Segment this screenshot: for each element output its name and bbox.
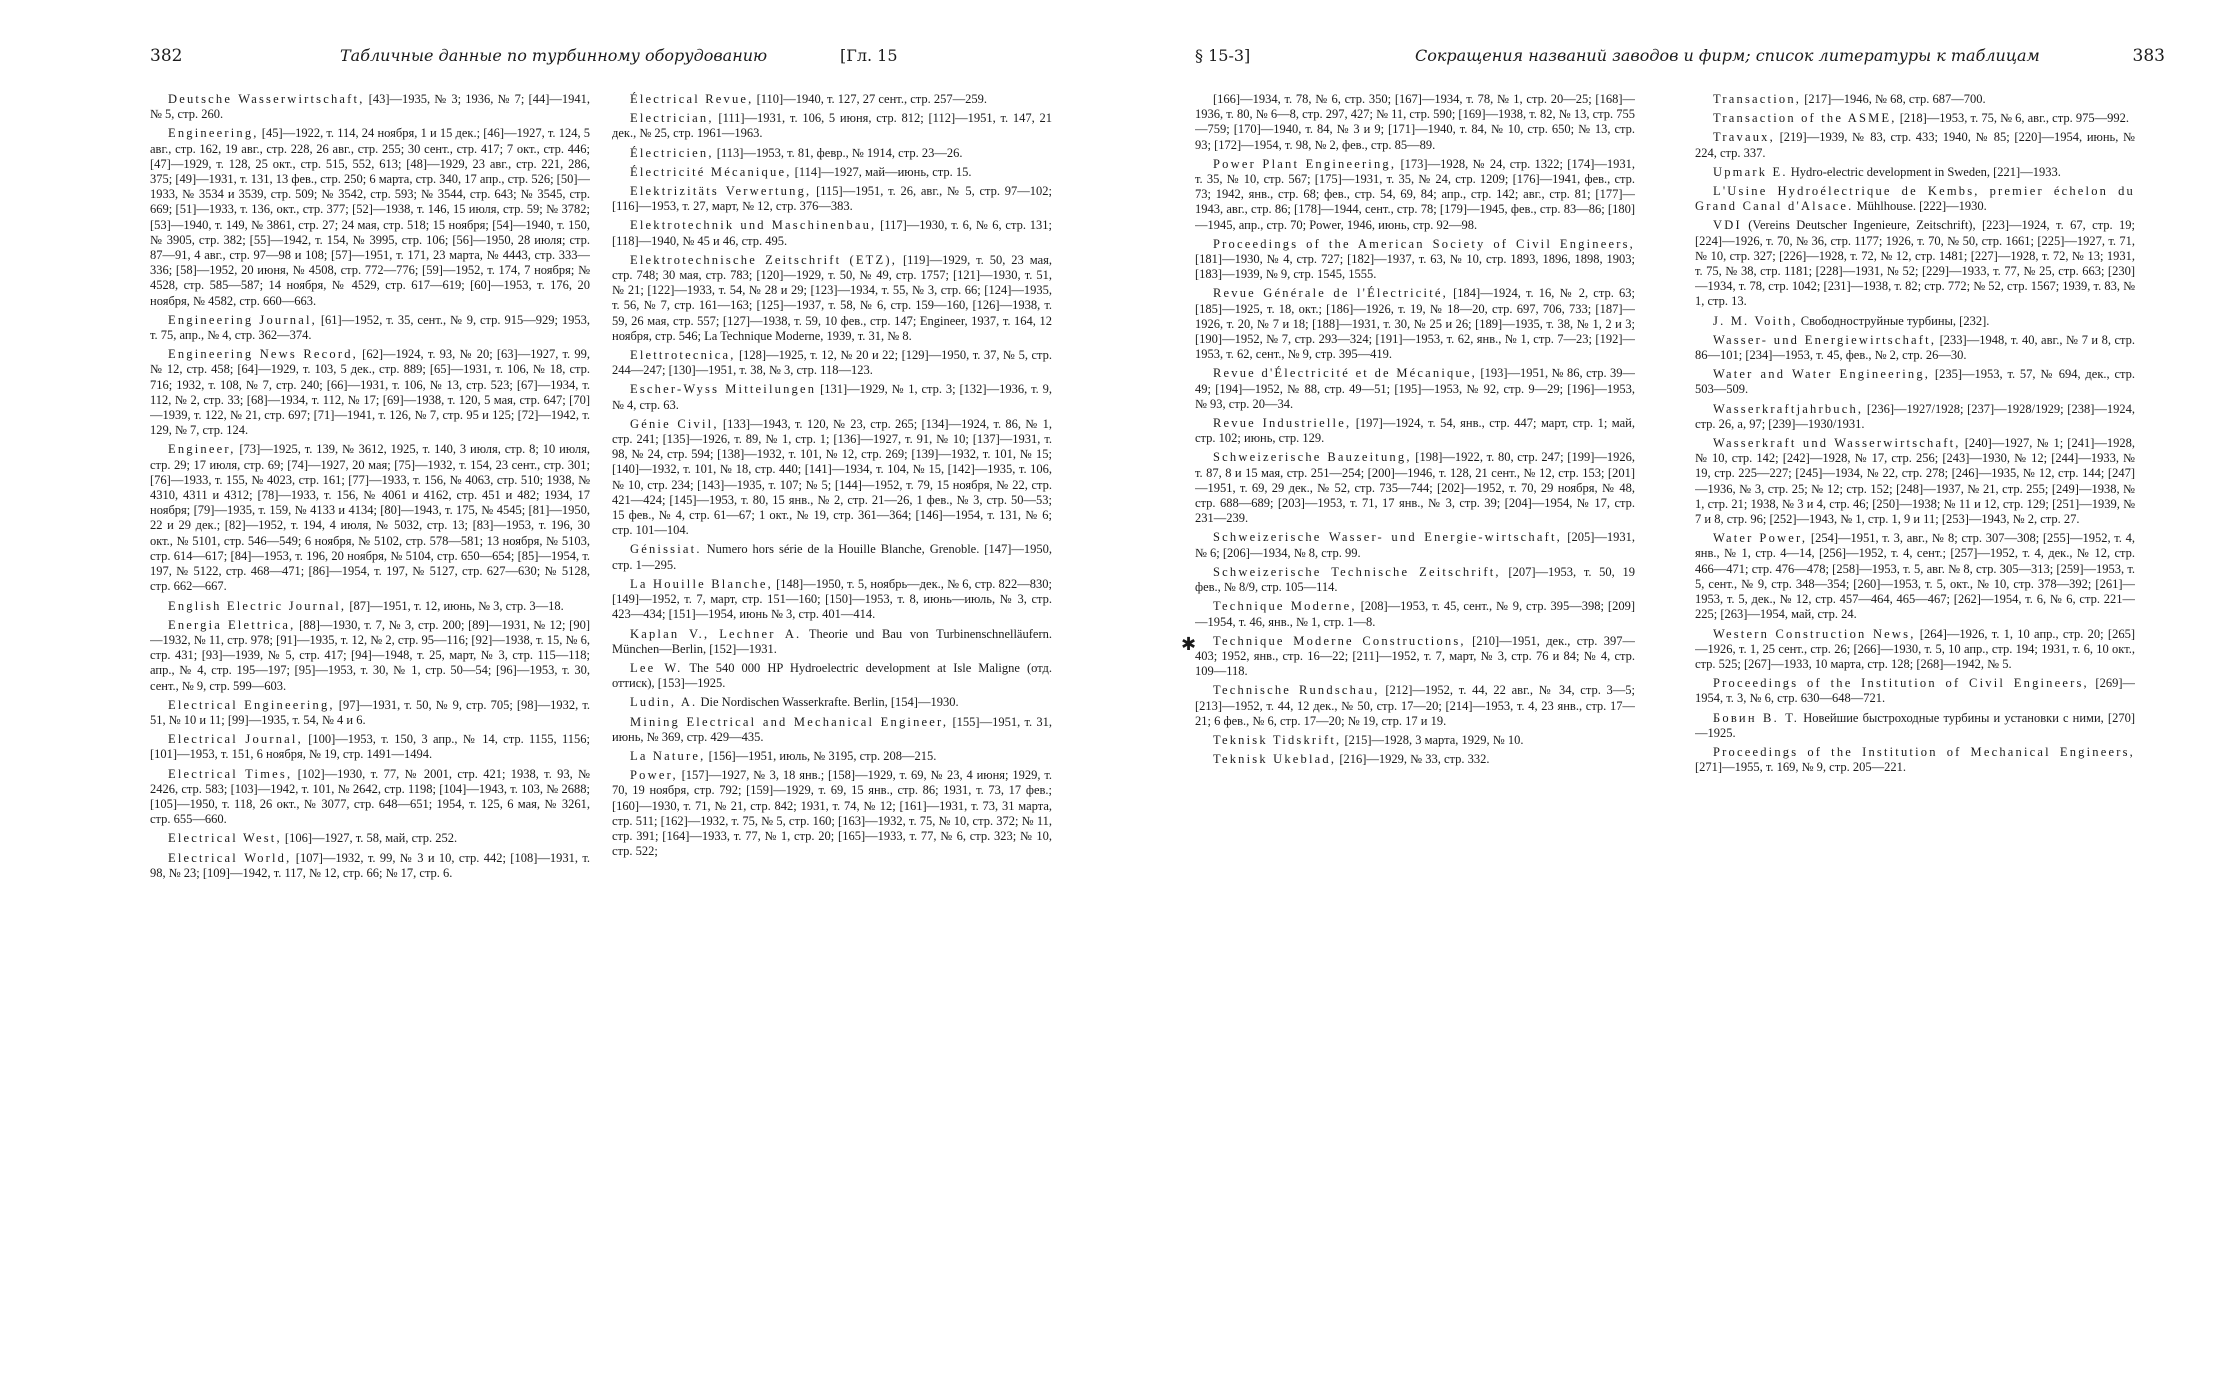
entry-details: [197]—1924, т. 54, янв., стр. 447; март, стр. 1; май, стр. 102; июнь, стр. 129.: [1195, 416, 1635, 446]
bibliography-entry: [612, 542, 1052, 572]
bibliography-entry: [1695, 676, 2135, 706]
entry-details: [119]—1929, т. 50, 23 мая, стр. 748; 30 мая, стр. 783; [120]—1929, т. 50, № 49, стр. 1757; [121]—1930, т. 51, № 21; [122]—1933, т. 54, № 28 и 29; [123]—1934, т. 55, № 3, стр. 66; [124]—1935, т. 56, № 7, стр. 161—163; [125]—1937, т. 58, № 6, стр. 159—160, [126]—1938, т. 59, 26 мая, стр. 557; [127]—1938, т. 59, 10 фев., стр. 147; Engineer, 1937, т. 164, 12 ноября, стр. 546; La Technique Moderne, 1939, т. 31, № 8.: [612, 252, 1052, 343]
entry-details: [133]—1943, т. 120, № 23, стр. 265; [134]—1924, т. 86, № 1, стр. 241; [135]—1926, т. 89, № 1, стр. 1; [136]—1927, т. 91, № 10; [137]—1931, т. 98, № 24, стр. 594; [138]—1932, т. 101, № 12, стр. 269; [139]—1932, т. 101, № 15; [140]—1932, т. 101, № 18, стр. 440; [141]—1934, т. 104, № 15, [142]—1935, т. 106, № 10, стр. 234; [143]—1935, т. 107; № 5; [144]—1952, т. 79, 15 ноября, № 22, стр. 421—424; [145]—1953, т. 80, 15 янв., № 2, стр. 21—26, 1 фев., № 3, стр. 50—53; 15 фев., № 4, стр. 61—67; 1 окт., № 19, стр. 361—364; [146]—1954, т. 131, № 6; стр. 101—104.: [612, 416, 1052, 538]
bibliography-entry: [150, 698, 590, 728]
source-title: L'Usine Hydroélectrique de Kembs, premier échelon du Grand Canal d'Alsace.: [1695, 184, 2135, 214]
source-title: Engineer,: [168, 442, 236, 457]
entry-details: Theorie und Bau von Turbinenschnelläufern. München—Berlin, [152]—1931.: [612, 626, 1052, 656]
bibliography-entry: [612, 218, 1052, 248]
entry-details: [156]—1951, июль, № 3195, стр. 208—215.: [705, 748, 937, 763]
source-title: Transaction,: [1713, 92, 1802, 106]
source-title: Wasserkraft und Wasserwirtschaft,: [1713, 436, 1961, 451]
bibliography-entry: [1695, 436, 2135, 527]
bibliography-entry: [612, 695, 1052, 710]
source-title: Energia Elettrica,: [168, 617, 296, 632]
bibliography-entry: [612, 749, 1052, 764]
entry-details: [131]—1929, № 1, стр. 3; [132]—1936, т. 9, № 4, стр. 63.: [612, 382, 1052, 412]
entry-details: [240]—1927, № 1; [241]—1928, № 10, стр. 142; [242]—1928, № 17, стр. 256; [243]—1930, № 12; [244]—1933, № 19, стр. 225—227; [245]—1934, № 22, стр. 278; [246]—1935, № 12, стр. 144; [247]—1936, № 3, стр. 25; № 12; стр. 152; [248]—1937, № 21, стр. 255; [249]—1938, № 1, стр. 21; 1938, № 3 и 4, стр. 46; [250]—1938; № 11 и 12, стр. 129; [251]—1939, № 7 и 8, стр. 96; [252]—1943, № 1, стр. 1, 9 и 11; [253]—1943, № 2, стр. 27.: [1695, 436, 2135, 527]
source-title: Engineering,: [168, 126, 259, 141]
bibliography-entry: [1195, 599, 1635, 629]
entry-details: [45]—1922, т. 114, 24 ноября, 1 и 15 дек.; [46]—1927, т. 124, 5 авг., стр. 162, 19 авг., стр. 228, 26 авг., стр. 255; 30 сент., стр. 417; 7 окт., стр. 446; [47]—1929, т. 128, 25 окт., стр. 515, 552, 613; [48]—1929, 23 авг., стр. 221, 286, 375; [49]—1931, т. 131, 13 фев., стр. 250; 6 марта, стр. 340, 17 апр., стр. 526; [50]—1933, № 3534 и 3539, стр. 509; № 3542, стр. 593; № 3544, стр. 643; № 3545, стр. 669; [51]—1933, т. 136, окт., стр. 377; [52]—1938, т. 146, 15 июля, стр. 59; № 3782; [53]—1940, т. 149, № 3861, стр. 27; 24 мая, стр. 518; 15 ноября; [54]—1940, т. 150, № 3905, стр. 382; [55]—1942, т. 154, № 3995, стр. 106; [56]—1950, 28 июля; стр. 87—91, 4 авг., стр. 97—98 и 108; [57]—1951, т. 171, 23 марта, № 4443, стр. 333—336; [58]—1952, 20 июня, № 4508, стр. 772—776; [59]—1952, т. 174, 7 ноября; № 4528, стр. 585—587; 14 ноября, № 4529, стр. 617—619; [60]—1953, т. 176, 20 ноября, № 4582, стр. 660—663.: [150, 126, 590, 308]
entry-details: [110]—1940, т. 127, 27 сент., стр. 257—259.: [753, 92, 987, 106]
source-title: Génissiat.: [630, 542, 702, 557]
entry-details: Hydro-electric development in Sweden, [221]—1933.: [1787, 164, 2061, 179]
bibliography-entry: [1695, 711, 2135, 741]
bibliography-entry: [1695, 92, 2135, 107]
page-number: 383: [2132, 46, 2165, 66]
bibliography-entry: [612, 111, 1052, 141]
source-title: Engineering Journal,: [168, 312, 317, 327]
bibliography-entry: [150, 347, 590, 438]
entry-details: [269]—1954, т. 3, № 6, стр. 630—648—721.: [1695, 676, 2135, 706]
bibliography-entry: [1195, 565, 1635, 595]
entry-details: [208]—1953, т. 45, сент., № 9, стр. 395—398; [209]—1954, т. 46, янв., № 1, стр. 1—8.: [1195, 599, 1635, 629]
bibliography-entry: [612, 253, 1052, 344]
source-title: Escher-Wyss Mitteilungen: [630, 382, 817, 397]
source-title: J. M. Voith,: [1713, 313, 1798, 328]
source-title: Électrical Revue,: [630, 92, 754, 106]
source-title: Revue d'Électricité et de Mécanique,: [1213, 366, 1478, 381]
bibliography-entry: [1195, 634, 1635, 680]
bibliography-entry: [1695, 367, 2135, 397]
bibliography-entry: [150, 313, 590, 343]
bibliography-entry: [612, 715, 1052, 745]
bibliography-entry: [1195, 752, 1635, 767]
source-title: Proceedings of the American Society of Civil Engineers,: [1213, 236, 1635, 251]
entry-details: [219]—1939, № 83, стр. 433; 1940, № 85; [220]—1954, июнь, № 224, стр. 337.: [1695, 130, 2135, 160]
entry-details: [111]—1931, т. 106, 5 июня, стр. 812; [112]—1951, т. 147, 21 дек., № 25, стр. 1961—1963.: [612, 111, 1052, 141]
source-title: Water and Water Engineering,: [1713, 367, 1931, 382]
source-title: Elektrizitäts Verwertung,: [630, 184, 812, 199]
entry-details: [107]—1932, т. 99, № 3 и 10, стр. 442; [108]—1931, т. 98, № 23; [109]—1942, т. 117, № 12, стр. 66; № 17, стр. 6.: [150, 850, 590, 880]
entry-details: [181]—1930, № 4, стр. 727; [182]—1937, т. 63, № 10, стр. 1893, 1896, 1898, 1903; [183]—1939, № 9, стр. 1545, 1555.: [1195, 252, 1635, 282]
bibliography-entry: [612, 165, 1052, 180]
source-title: Schweizerische Technische Zeitschrift,: [1213, 564, 1501, 579]
entry-details: Свободноструйные турбины, [232].: [1797, 313, 1990, 328]
source-title: Electrical Engineering,: [168, 697, 335, 712]
right-page-column-2: [1695, 92, 2135, 1372]
entry-details: The 540 000 HP Hydroelectric development at Isle Maligne (отд. оттиск), [153]—1925.: [612, 660, 1052, 691]
bibliography-entry: [1695, 745, 2135, 775]
source-title: Schweizerische Wasser- und Energie-wirtschaft,: [1213, 530, 1562, 545]
source-title: Technique Moderne Constructions,: [1213, 633, 1466, 648]
bibliography-entry: [1195, 450, 1635, 526]
bibliography-entry: [1695, 402, 2135, 432]
margin-mark-icon: ✱: [1181, 634, 1197, 655]
source-title: Wasserkraftjahrbuch,: [1713, 401, 1864, 416]
entry-details: [88]—1930, т. 7, № 3, стр. 200; [89]—1931, № 12; [90]—1932, № 11, стр. 978; [91]—1935, т. 12, № 2, стр. 95—116; [92]—1938, т. 15, № 6, стр. 431; [93]—1939, № 5, стр. 417; [94]—1948, т. 25, март, № 3, стр. 115—118; апр., № 4, стр. 195—197; [95]—1953, т. 30, № 1, стр. 50—54; [96]—1953, т. 30, сент., № 9, стр. 599—603.: [150, 617, 590, 693]
bibliography-entry: [1195, 416, 1635, 446]
entry-details: [73]—1925, т. 139, № 3612, 1925, т. 140, 3 июля, стр. 8; 10 июля, стр. 29; 17 июля, стр. 69; [74]—1927, 20 мая; [75]—1932, т. 154, 23 сент., стр. 301; [76]—1933, т. 155, № 4023, стр. 161; [77]—1933, т. 156, № 4063, стр. 510; 1938, № 4310, 4311 и 4312; [78]—1933, т. 156, № 4061 и 4162, стр. 451 и 482; 1934, 17 ноября; [79]—1935, т. 159, № 4133 и 4134; [80]—1943, т. 175, № 4545; [81]—1950, 22 и 29 дек.; [82]—1952, т. 194, 4 июля, № 5032, стр. 13; [83]—1953, т. 196, 30 окт., № 5101, стр. 546—549; 6 ноября, № 5102, стр. 578—581; 13 ноября, № 5103, стр. 614—617; [84]—1953, т. 196, 20 ноября, № 5104, стр. 650—654; [85]—1954, т. 197, № 5122, стр. 468—471; [86]—1954, т. 197, № 5127, стр. 627—630; № 5128, стр. 662—667.: [150, 442, 590, 594]
bibliography-entry: [150, 831, 590, 846]
source-title: Electrical Times,: [168, 766, 293, 781]
entry-details: [218]—1953, т. 75, № 6, авг., стр. 975—992.: [1896, 111, 2129, 126]
left-page: [150, 0, 1090, 1382]
entry-details: [148]—1950, т. 5, ноябрь—дек., № 6, стр. 822—830; [149]—1952, т. 7, март, стр. 151—160; [150]—1953, т. 8, июнь—июль, № 3, стр. 423—434; [151]—1954, июнь № 3, стр. 401—414.: [612, 576, 1052, 622]
bibliography-entry: [1695, 218, 2135, 309]
entry-details: Die Nordischen Wasserkrafte. Berlin, [154]—1930.: [697, 695, 959, 710]
entry-details: [43]—1935, № 3; 1936, № 7; [44]—1941, № 5, стр. 260.: [150, 92, 590, 122]
source-title: Ludin, A.: [630, 695, 698, 710]
entry-details: [212]—1952, т. 44, 22 авг., № 34, стр. 3—5; [213]—1952, т. 44, 12 дек., № 50, стр. 17—20; [214]—1953, т. 4, 23 янв., стр. 17—21; 6 фев., № 6, стр. 17—20; № 19, стр. 17 и 19.: [1195, 683, 1635, 728]
entry-details: [233]—1948, т. 40, авг., № 7 и 8, стр. 86—101; [234]—1953, т. 45, фев., № 2, стр. 26—30.: [1695, 332, 2135, 363]
bibliography-entry: [1695, 130, 2135, 160]
bibliography-entry: [612, 184, 1052, 214]
entry-details: (Vereins Deutscher Ingenieure, Zeitschrift), [223]—1924, т. 67, стр. 19; [224]—1926, т. 70, № 36, стр. 1177; 1926, т. 70, № 50, стр. 1661; [225]—1927, т. 71, № 10, стр. 327; [226]—1928, т. 72, № 12, стр. 1481; [227]—1928, т. 72, № 13; 1931, т. 75, № 38, стр. 1181; [228]—1931, № 52; [229]—1933, т. 77, № 25, стр. 663; [230]—1934, т. 78, стр. 1042; [231]—1938, т. 82; стр. 772; № 52, стр. 1567; 1939, т. 83, № 1, стр. 13.: [1695, 218, 2135, 309]
source-title: VDI: [1713, 218, 1742, 233]
bibliography-entry: [612, 577, 1052, 623]
entry-details: [184]—1924, т. 16, № 2, стр. 63; [185]—1925, т. 18, окт.; [186]—1926, т. 19, № 18—20, стр. 697, 706, 733; [187]—1926, т. 20, № 7 и 18; [188]—1931, т. 30, № 25 и 26; [189]—1935, т. 38, № 1, 2 и 3; [190]—1952, № 7, стр. 293—324; [191]—1953, т. 62, янв., № 1, стр. 7—23; [192]—1953, т. 62, сент., № 9, стр. 395—419.: [1195, 286, 1635, 362]
entry-details: [217]—1946, № 68, стр. 687—700.: [1801, 92, 1986, 106]
entry-details: [117]—1930, т. 6, № 6, стр. 131; [118]—1940, № 45 и 46, стр. 495.: [612, 218, 1052, 248]
bibliography-entry: [1195, 237, 1635, 283]
bibliography-entry: [150, 126, 590, 308]
bibliography-entry: [1695, 165, 2135, 180]
source-title: Western Construction News,: [1713, 626, 1916, 641]
source-title: Elektrotechnik und Maschinenbau,: [630, 218, 877, 233]
entry-details: [173]—1928, № 24, стр. 1322; [174]—1931, т. 35, № 10, стр. 567; [175]—1931, т. 35, № 24, стр. 1209; [176]—1941, фев., стр. 73; 1942, янв., стр. 68; фев., стр. 54, 69, 84; апр., стр. 142; авг., стр. 81; [177]—1943, авг., стр. 86; [178]—1944, сент., стр. 78; [179]—1945, фев., стр. 83—86; [180]—1945, апр., стр. 70; Power, 1946, июнь, стр. 92—98.: [1195, 156, 1635, 232]
entry-details: [155]—1951, т. 31, июнь, № 369, стр. 429—435.: [612, 714, 1052, 744]
source-title: Proceedings of the Institution of Civil Engineers,: [1713, 676, 2089, 691]
bibliography-entry: [612, 417, 1052, 539]
bibliography-entry: [1195, 286, 1635, 362]
bibliography-entry: [612, 348, 1052, 378]
entry-details: [236]—1927/1928; [237]—1928/1929; [238]—1924, стр. 26, а, 97; [239]—1930/1931.: [1695, 401, 2135, 431]
left-running-head: [150, 46, 1090, 70]
source-title: La Nature,: [630, 748, 706, 763]
bibliography-entry: [1695, 333, 2135, 363]
entry-details: [87]—1951, т. 12, июнь, № 3, стр. 3—18.: [346, 598, 564, 613]
bibliography-entry: [150, 767, 590, 828]
section-label: § 15-3]: [1195, 46, 1251, 65]
bibliography-entry: [1695, 627, 2135, 673]
entry-details: [215]—1928, 3 марта, 1929, № 10.: [1341, 732, 1524, 747]
entry-details: [113]—1953, т. 81, февр., № 1914, стр. 23—26.: [713, 145, 963, 160]
page-title: Сокращения названий заводов и фирм; список литературы к таблицам: [1415, 46, 2040, 65]
source-title: Teknisk Ukeblad,: [1213, 752, 1337, 767]
page-title: Табличные данные по турбинному оборудованию: [340, 46, 768, 65]
bibliography-entry: [1695, 111, 2135, 126]
source-title: Wasser- und Energiewirtschaft,: [1713, 332, 1937, 347]
source-title: Electrician,: [630, 111, 714, 126]
bibliography-entry: [150, 442, 590, 594]
source-title: Électricien,: [630, 145, 714, 160]
entry-details: [62]—1924, т. 93, № 20; [63]—1927, т. 99, № 12, стр. 458; [64]—1929, т. 103, 5 дек., стр. 889; [65]—1931, т. 106, № 18, стр. 716; 1932, т. 108, № 7, стр. 240; [66]—1931, т. 106, № 13, стр. 523; [67]—1934, т. 112, № 2, стр. 33; [68]—1934, т. 112, № 17; [69]—1938, т. 120, 5 мая, стр. 647; [70]—1939, т. 122, № 21, стр. 697; [71]—1941, т. 126, № 7, стр. 95 и 125; [72]—1942, т. 129, № 7, стр. 124.: [150, 347, 590, 438]
page-number: 382: [150, 46, 183, 66]
bibliography-entry: [150, 92, 590, 122]
entry-details: [198]—1922, т. 80, стр. 247; [199]—1926, т. 87, 8 и 15 мая, стр. 251—254; [200]—1946, т. 128, 21 сент., № 12, стр. 153; [201]—1951, т. 69, 29 дек., № 52, стр. 735—744; [202]—1952, т. 70, 29 ноября, № 48, стр. 688—689; [203]—1953, т. 71, 17 янв., № 3, стр. 39; [204]—1954, № 17, стр. 231—239.: [1195, 450, 1635, 526]
source-title: Transaction of the ASME,: [1713, 111, 1897, 126]
source-title: Revue Industrielle,: [1213, 416, 1352, 431]
bibliography-entry: [1195, 733, 1635, 748]
entry-details: [205]—1931, № 6; [206]—1934, № 8, стр. 99.: [1195, 530, 1635, 560]
entry-details: [207]—1953, т. 50, 19 фев., № 8/9, стр. 105—114.: [1195, 564, 1635, 595]
bibliography-entry: [1195, 530, 1635, 560]
source-title: La Houille Blanche,: [630, 576, 773, 591]
bibliography-entry: [1195, 92, 1635, 153]
entry-details: [210]—1951, дек., стр. 397—403; 1952, янв., стр. 16—22; [211]—1952, т. 7, март, № 3, стр. 76 и 84; № 4, стр. 109—118.: [1195, 633, 1635, 679]
entry-details: [102]—1930, т. 77, № 2001, стр. 421; 1938, т. 93, № 2426, стр. 583; [103]—1942, т. 101, № 2642, стр. 1198; [104]—1943, т. 103, № 2688; [105]—1950, т. 118, 26 окт., № 3077, стр. 648—651; 1954, т. 125, 6 мая, № 3261, стр. 655—660.: [150, 766, 590, 827]
bibliography-entry: [612, 661, 1052, 691]
source-title: Elettrotecnica,: [630, 348, 736, 363]
entry-details: [100]—1953, т. 150, 3 апр., № 14, стр. 1155, 1156; [101]—1953, т. 151, 6 ноября, № 19, стр. 1491—1494.: [150, 732, 590, 762]
bibliography-entry: [612, 146, 1052, 161]
bibliography-entry: [150, 599, 590, 614]
source-title: Power Plant Engineering,: [1213, 156, 1397, 171]
source-title: Proceedings of the Institution of Mechanical Engineers,: [1713, 744, 2135, 759]
source-title: Schweizerische Bauzeitung,: [1213, 450, 1412, 465]
bibliography-entry: [150, 851, 590, 881]
bibliography-entry: [1195, 366, 1635, 412]
bibliography-entry: [1195, 157, 1635, 233]
right-page-column-1: [1195, 92, 1635, 1372]
source-title: Upmark E.: [1713, 164, 1788, 179]
source-title: Génie Civil,: [630, 416, 719, 431]
bibliography-entry: [1195, 683, 1635, 729]
entry-details: Новейшие быстроходные турбины и установки с ними, [270]—1925.: [1695, 710, 2135, 740]
source-title: Electrical World,: [168, 850, 292, 865]
left-page-column-1: [150, 92, 590, 1372]
entry-details: [254]—1951, т. 3, авг., № 8; стр. 307—308; [255]—1952, т. 4, янв., № 1, стр. 4—14, [256]—1952, т. 4, сент.; [257]—1952, т. 4, дек., № 12, стр. 466—471; стр. 476—478; [258]—1953, т. 5, авг. № 8, стр. 305—313; [259]—1953, т. 5, сент., № 9, стр. 348—354; [260]—1953, т. 5, окт., № 10, стр. 378—392; [261]—1953, т. 5, дек., № 12, стр. 457—464, 465—467; [262]—1954, т. 6, № 6, стр. 221—225; [263]—1954, май, стр. 24.: [1695, 531, 2135, 622]
entry-details: [264]—1926, т. 1, 10 апр., стр. 20; [265]—1926, т. 1, 25 сент., стр. 26; [266]—1930, т. 5, 10 апр., стр. 194; 1931, т. 6, 10 окт., стр. 525; [267]—1933, 10 марта, стр. 128; [268]—1942, № 5.: [1695, 626, 2135, 671]
bibliography-entry: [612, 382, 1052, 412]
source-title: Teknisk Tidskrift,: [1213, 732, 1342, 747]
bibliography-entry: [1695, 531, 2135, 622]
source-title: Lee W.: [630, 660, 683, 675]
bibliography-entry: [1695, 314, 2135, 329]
entry-details: [271]—1955, т. 169, № 9, стр. 205—221.: [1695, 760, 1906, 775]
right-running-head: [1195, 46, 2165, 70]
bibliography-entry: [612, 627, 1052, 657]
bibliography-entry: [150, 732, 590, 762]
entry-details: [157]—1927, № 3, 18 янв.; [158]—1929, т. 69, № 23, 4 июня; 1929, т. 70, 19 ноября, стр. 792; [159]—1929, т. 69, 15 янв., стр. 86; 1931, т. 73, 17 фев.; [160]—1930, т. 71, № 21, стр. 842; 1931, т. 74, № 12; [161]—1931, т. 73, 31 марта, стр. 511; [162]—1932, т. 75, № 5, стр. 160; [163]—1932, т. 75, № 10, стр. 372; № 11, стр. 391; [164]—1933, т. 77, № 1, стр. 20; [165]—1933, т. 77, № 6, стр. 323; № 10, стр. 522;: [612, 768, 1052, 859]
entry-details: [115]—1951, т. 26, авг., № 5, стр. 97—102; [116]—1953, т. 27, март, № 12, стр. 376—383.: [612, 184, 1052, 214]
source-title: Бовин В. Т.: [1713, 710, 1800, 725]
source-title: Technische Rundschau,: [1213, 683, 1380, 698]
source-title: Travaux,: [1713, 130, 1775, 145]
source-title: Kaplan V., Lechner A.: [630, 626, 802, 641]
source-title: Revue Générale de l'Électricité,: [1213, 286, 1448, 301]
bibliography-entry: [612, 768, 1052, 859]
source-title: Engineering News Record,: [168, 347, 358, 362]
entry-details: [216]—1929, № 33, стр. 332.: [1336, 752, 1490, 767]
source-title: Technique Moderne,: [1213, 599, 1357, 614]
bibliography-entry: [612, 92, 1052, 107]
source-title: Elektrotechnische Zeitschrift (ETZ),: [630, 252, 898, 267]
source-title: Deutsche Wasserwirtschaft,: [168, 92, 365, 106]
source-title: English Electric Journal,: [168, 598, 347, 613]
entry-details: [61]—1952, т. 35, сент., № 9, стр. 915—929; 1953, т. 75, апр., № 4, стр. 362—374.: [150, 312, 590, 343]
entry-details: [193]—1951, № 86, стр. 39—49; [194]—1952, № 88, стр. 49—51; [195]—1953, № 92, стр. 9—29; [196]—1953, № 93, стр. 20—34.: [1195, 366, 1635, 411]
bibliography-entry: [150, 618, 590, 694]
entry-details: [97]—1931, т. 50, № 9, стр. 705; [98]—1932, т. 51, № 10 и 11; [99]—1935, т. 54, № 4 и 6.: [150, 697, 590, 727]
entry-details: Numero hors série de la Houille Blanche, Grenoble. [147]—1950, стр. 1—295.: [612, 542, 1052, 572]
right-page: [1181, 0, 2165, 1382]
entry-details: [128]—1925, т. 12, № 20 и 22; [129]—1950, т. 37, № 5, стр. 244—247; [130]—1951, т. 38, № 3, стр. 118—123.: [612, 348, 1052, 378]
source-title: Electrical Journal,: [168, 732, 303, 747]
source-title: Water Power,: [1713, 531, 1808, 546]
entry-details: [114]—1927, май—июнь, стр. 15.: [791, 164, 972, 179]
source-title: Électricité Mécanique,: [630, 164, 792, 179]
left-page-column-2: [612, 92, 1052, 1372]
entry-details: [106]—1927, т. 58, май, стр. 252.: [281, 831, 458, 846]
source-title: Electrical West,: [168, 831, 282, 846]
bibliography-entry: [1695, 184, 2135, 214]
entry-details: Mühlhouse. [222]—1930.: [1853, 199, 1987, 214]
source-title: Power,: [630, 768, 678, 783]
chapter-label: [Гл. 15: [840, 46, 898, 65]
source-title: Mining Electrical and Mechanical Engineer,: [630, 714, 949, 729]
entry-details: [235]—1953, т. 57, № 694, дек., стр. 503—509.: [1695, 367, 2135, 397]
entry-details: [166]—1934, т. 78, № 6, стр. 350; [167]—1934, т. 78, № 1, стр. 20—25; [168]—1936, т. 80, № 6—8, стр. 297, 427; № 11, стр. 590; [169]—1938, т. 82, № 13, стр. 755—759; [170]—1940, т. 84, № 3 и 9; [171]—1940, т. 84, № 10, стр. 650; № 13, стр. 93; [172]—1954, т. 98, № 2, фев., стр. 85—89.: [1195, 92, 1635, 152]
